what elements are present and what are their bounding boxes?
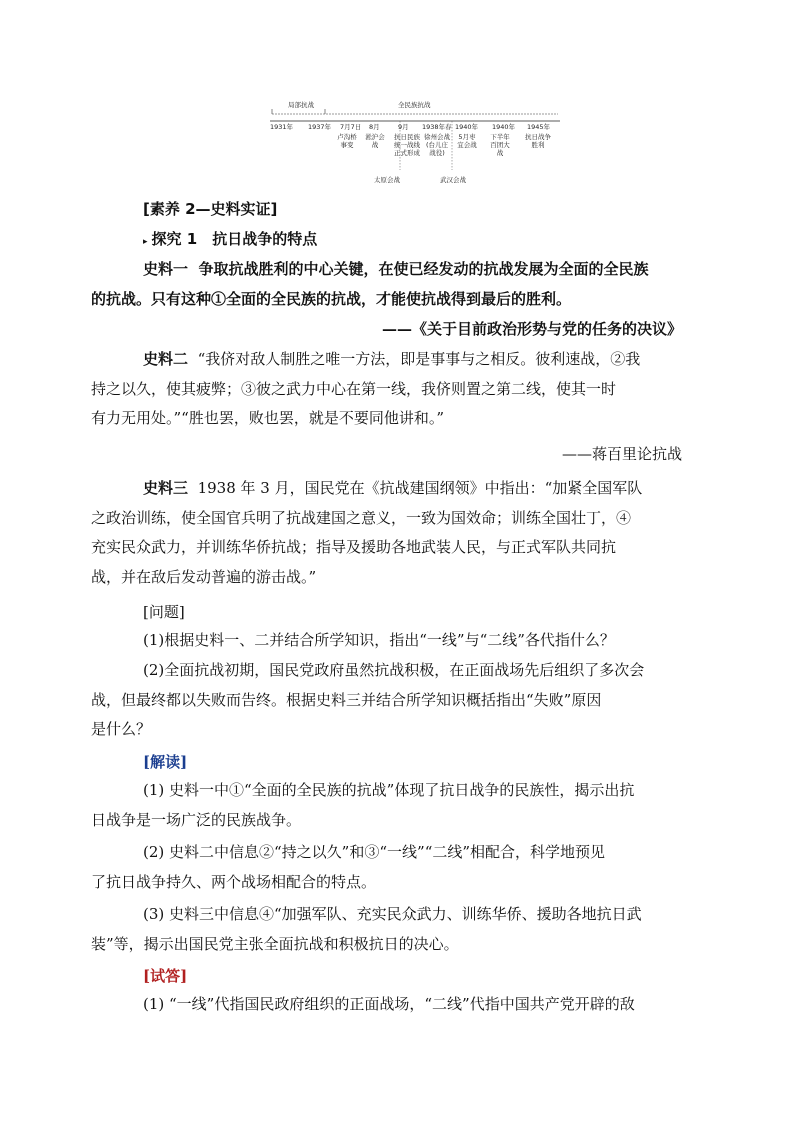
event-label: 淞沪会战 — [365, 133, 385, 149]
explore-heading — [143, 228, 317, 249]
year-label: 1937年 — [308, 123, 332, 131]
event-label: 抗日战争胜利 — [525, 133, 551, 149]
question-1: (1)根据史料一、二并结合所学知识，指出“一线”与“二线”各代指什么？ — [143, 631, 615, 649]
year-label: 9月 — [398, 123, 409, 131]
source-3-line-2: 之政治训练，使全国官兵明了抗战建国之意义，一致为国效命；训练全国壮丁，④ — [91, 508, 632, 527]
answer-1: (1) “一线”代指国民政府组织的正面战场，“二线”代指中国共产党开辟的敌 — [143, 995, 635, 1013]
event-label: 下半年百团大战 — [490, 133, 510, 157]
source-1-citation: ——《关于目前政治形势与党的任务的决议》 — [381, 320, 682, 338]
source-3-line-1: 1938 年 3 月，国民党在《抗战建国纲领》中指出：“加紧全国军队 — [197, 479, 643, 497]
phase-local-war: 局部抗战 — [288, 101, 314, 109]
interpretation-3 — [91, 900, 682, 959]
source-1-label: 史料一 — [143, 260, 189, 278]
source-3-line-4: 战，并在敌后发动普遍的游击战。” — [91, 567, 317, 586]
year-label: 1938年春 — [422, 123, 452, 131]
interpretation-1-line-1: (1) 史料一中①“全面的全民族的抗战”体现了抗日战争的民族性，揭示出抗 — [143, 781, 635, 799]
source-3 — [91, 474, 682, 592]
interpretation-1-line-2: 日战争是一场广泛的民族战争。 — [91, 810, 302, 829]
interpretation-2 — [91, 838, 682, 897]
event-label: 卢沟桥事变 — [337, 133, 357, 149]
interpretation-2-line-1: (2) 史料二中信息②“持之以久”和③“一线”“二线”相配合，科学地预见 — [143, 843, 606, 861]
interpretation-2-line-2: 了抗日战争持久、两个战场相配合的特点。 — [91, 872, 377, 891]
source-1-line-1: 争取抗战胜利的中心关键，在使已经发动的抗战发展为全面的全民族 — [198, 260, 649, 278]
interpretation-3-line-1: (3) 史料三中信息④“加强军队、充实民众武力、训练华侨、援助各地抗日武 — [143, 905, 642, 923]
source-2 — [91, 345, 682, 434]
interpretation-tag: [解读] — [143, 753, 188, 771]
source-2-line-3: 有力无用处。”“胜也罢，败也罢，就是不要同他讲和。” — [91, 409, 445, 427]
timeline-figure — [270, 95, 560, 190]
answer-tag: [试答] — [143, 967, 188, 985]
year-label: 1940年 — [455, 123, 479, 131]
battle-wuhan: 武汉会战 — [440, 176, 466, 184]
interpretation-3-line-2: 装”等，揭示出国民党主张全面抗战和积极抗日的决心。 — [91, 934, 459, 953]
battle-taiyuan: 太原会战 — [374, 176, 400, 184]
event-label: 抗日民族统一战线正式形成 — [394, 133, 420, 157]
section-heading: [素养 2—史料实证] — [143, 200, 278, 218]
explore-title: 探究 1 抗日战争的特点 — [151, 230, 318, 248]
year-label: 7月7日 — [340, 123, 362, 131]
phase-national-war: 全民族抗战 — [398, 101, 431, 109]
question-2-line-3: 是什么？ — [91, 720, 152, 738]
year-label: 8月 — [369, 123, 380, 131]
source-2-line-2: 持之以久，使其疲弊；③彼之武力中心在第一线，我侪则置之第二线，使其一时 — [91, 379, 617, 398]
event-label: 5月枣宜会战 — [457, 133, 477, 149]
question-tag: [问题] — [143, 603, 185, 621]
year-label: 1945年 — [527, 123, 551, 131]
source-2-citation: ——蒋百里论抗战 — [561, 445, 682, 463]
source-1 — [91, 255, 682, 314]
source-3-line-3: 充实民众武力，并训练华侨抗战；指导及援助各地武装人民，与正式军队共同抗 — [91, 538, 617, 556]
question-2-line-1: (2)全面抗战初期，国民党政府虽然抗战积极，在正面战场先后组织了多次会 — [143, 661, 645, 679]
triangle-icon: ▸ — [143, 237, 148, 247]
year-label: 1931年 — [270, 123, 294, 131]
year-label: 1940年 — [492, 123, 516, 131]
question-2-line-2: 战，但最终都以失败而告终。根据史料三并结合所学知识概括指出“失败”原因 — [91, 690, 602, 709]
question-2 — [91, 656, 682, 745]
source-2-label: 史料二 — [143, 350, 189, 368]
interpretation-1 — [91, 776, 682, 835]
source-1-line-2: 的抗战。只有这种①全面的全民族的抗战，才能使抗战得到最后的胜利。 — [91, 289, 572, 308]
source-2-line-1: “我侪对敌人制胜之唯一方法，即是事事与之相反。彼利速战，②我 — [197, 350, 641, 368]
event-label: 徐州会战(台儿庄战役) — [424, 133, 450, 157]
source-3-label: 史料三 — [143, 479, 189, 497]
